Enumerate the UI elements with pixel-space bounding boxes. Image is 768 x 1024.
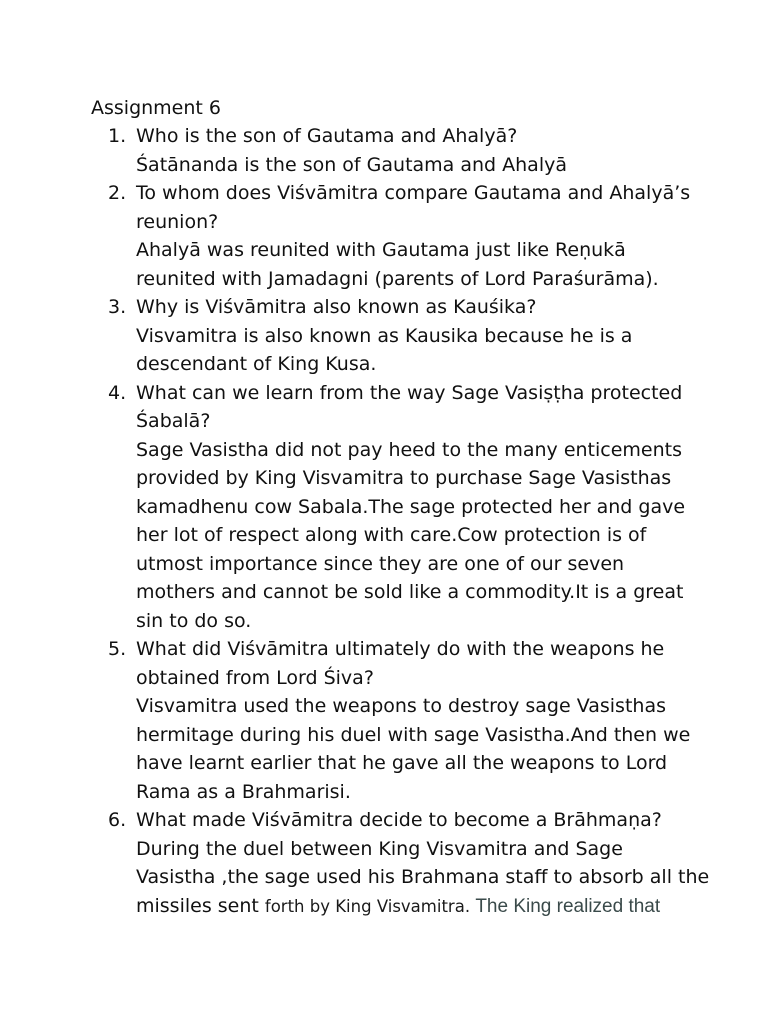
answer-line: Vasistha ,the sage used his Brahmana staff to absorb all the xyxy=(136,866,710,888)
list-item xyxy=(0,806,710,921)
answer-segment: missiles sent xyxy=(136,894,265,917)
answer-line: kamadhenu cow Sabala.The sage protected her and gave xyxy=(136,495,686,518)
item-number: 6. xyxy=(108,809,127,831)
question-line: Śabalā? xyxy=(136,410,211,432)
answer-line: have learnt earlier that he gave all the weapons to Lord xyxy=(136,752,668,774)
question-list xyxy=(0,122,768,921)
answer-segment: forth by King Visvamitra. xyxy=(264,896,476,916)
answer-line: mothers and cannot be sold like a commodity.It is a great xyxy=(136,581,684,603)
answer-line: Visvamitra is also known as Kausika because he is a xyxy=(136,324,633,347)
list-item xyxy=(0,122,696,179)
answer-line: provided by King Visvamitra to purchase Sage Vasisthas xyxy=(136,467,672,489)
answer-line: Śatānanda is the son of Gautama and Ahalyā xyxy=(136,153,567,176)
answer-line: Ahalyā was reunited with Gautama just like Reṇukā xyxy=(136,239,626,261)
answer-line: During the duel between King Visvamitra and Sage xyxy=(136,837,623,860)
list-item xyxy=(0,635,696,806)
list-item xyxy=(0,379,696,636)
list-item xyxy=(0,293,696,379)
item-number: 3. xyxy=(108,296,127,318)
answer-line: hermitage during his duel with sage Vasistha.And then we xyxy=(136,723,691,746)
question-line: What did Viśvāmitra ultimately do with the weapons he xyxy=(136,638,665,660)
answer-line: descendant of King Kusa. xyxy=(136,353,377,375)
answer-line: Visvamitra used the weapons to destroy sage Vasisthas xyxy=(136,695,666,717)
item-number: 5. xyxy=(108,638,127,660)
answer-line: her lot of respect along with care.Cow protection is of xyxy=(136,524,647,546)
answer-line: reunited with Jamadagni (parents of Lord Paraśurāma). xyxy=(136,267,659,290)
item-number: 4. xyxy=(108,381,127,404)
list-item xyxy=(0,179,696,293)
answer-line: Rama as a Brahmarisi. xyxy=(136,780,351,803)
answer-line: utmost importance since they are one of our seven xyxy=(136,552,625,575)
question-line: Why is Viśvāmitra also known as Kauśika? xyxy=(136,296,537,318)
question-line: obtained from Lord Śiva? xyxy=(136,666,374,689)
document-title: Assignment 6 xyxy=(91,97,221,119)
question-line: Who is the son of Gautama and Ahalyā? xyxy=(136,125,518,147)
answer-line: sin to do so. xyxy=(136,609,252,632)
item-number: 2. xyxy=(108,182,127,204)
question-line: What made Viśvāmitra decide to become a Brāhmaṇa? xyxy=(136,809,662,831)
answer-line-mixed xyxy=(136,892,696,922)
question-line: To whom does Viśvāmitra compare Gautama and Ahalyā’s xyxy=(136,182,691,204)
question-line: reunion? xyxy=(136,210,219,233)
question-line: What can we learn from the way Sage Vasiṣṭha protected xyxy=(136,381,683,404)
answer-segment: The King realized that xyxy=(475,895,661,917)
item-number: 1. xyxy=(108,125,127,147)
answer-line: Sage Vasistha did not pay heed to the many enticements xyxy=(136,438,683,461)
